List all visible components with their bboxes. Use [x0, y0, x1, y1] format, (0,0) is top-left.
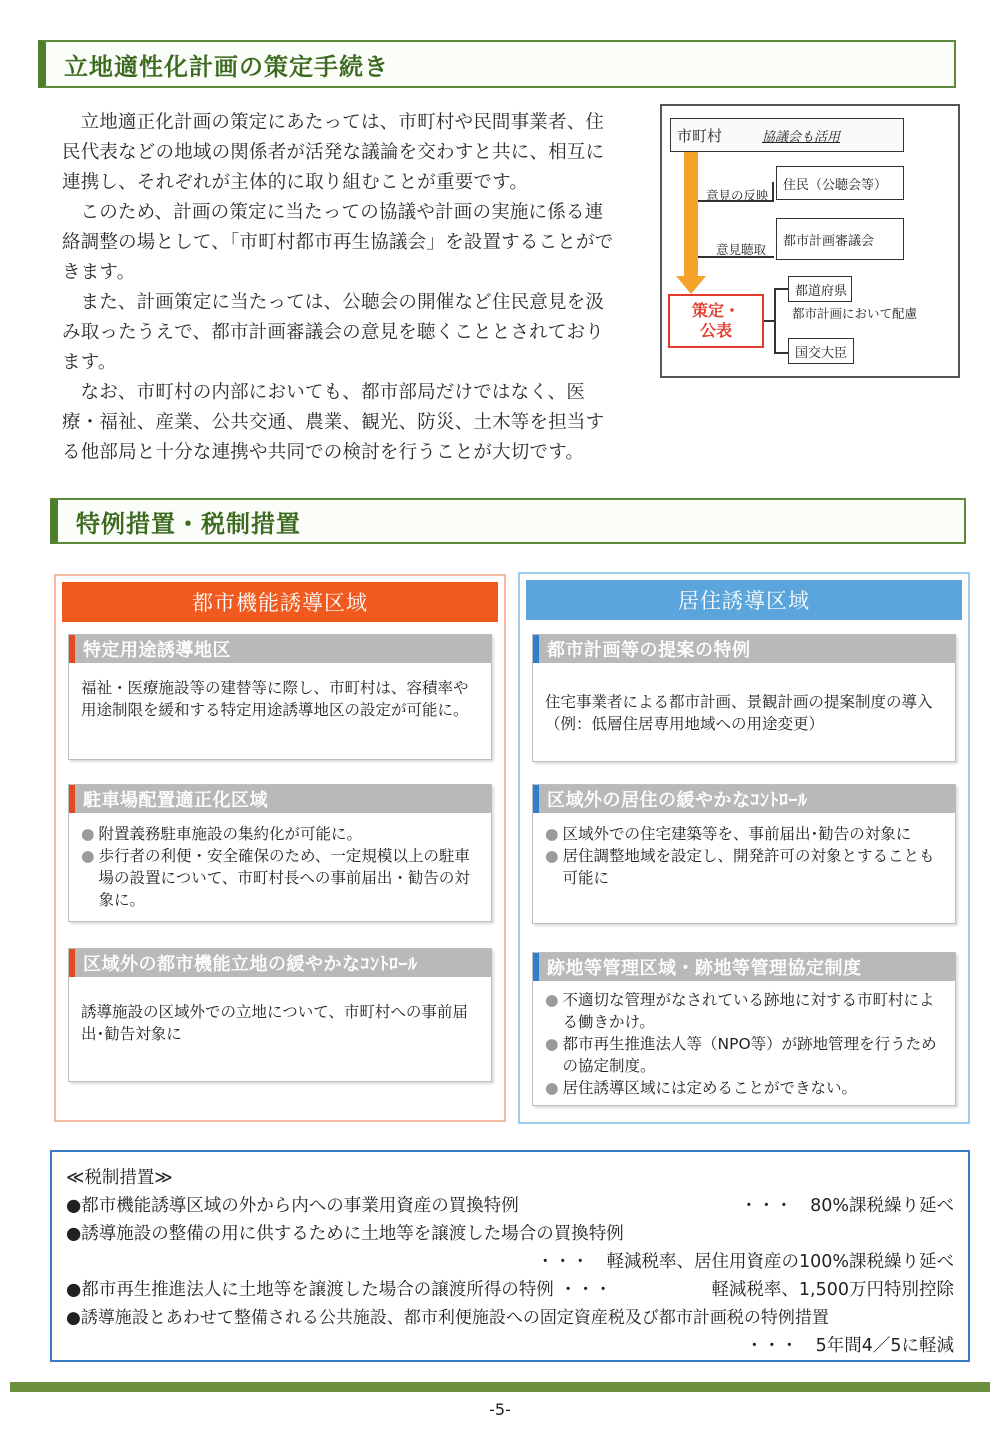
tax-item [66, 1276, 954, 1304]
info-box-heading: 跡地等管理区域・跡地等管理協定制度 [533, 953, 955, 981]
bullet-text: 都市再生推進法人等（NPO等）が跡地管理を行うための協定制度。 [562, 1035, 937, 1075]
flow-arrow-head-icon [676, 276, 706, 294]
info-box-heading: 区域外の居住の緩やかなｺﾝﾄﾛｰﾙ [533, 785, 955, 813]
tax-item [66, 1192, 954, 1220]
minister-label: 国交大臣 [795, 345, 848, 361]
residential-panel [518, 572, 970, 1124]
decide-publish-box [668, 294, 764, 348]
bullet-item: ● 居住調整地域を設定し、開発許可の対象とすることも可能に [545, 845, 943, 889]
info-box [532, 784, 956, 924]
publish-label: 公表 [699, 321, 732, 340]
tax-measures-box [50, 1150, 970, 1362]
bullet-item: ● 居住誘導区域には定めることができない。 [545, 1079, 858, 1097]
tax-item-text: ●都市再生推進法人に土地等を譲渡した場合の譲渡所得の特例 ・・・ [66, 1280, 612, 1300]
info-box-body: 住宅事業者による都市計画、景観計画の提案制度の導入（例：低層住居専用地域への用途変更） [545, 693, 933, 733]
info-box-heading: 駐車場配置適正化区域 [69, 785, 491, 813]
procedure-diagram [660, 104, 960, 378]
tax-title: ≪税制措置≫ [66, 1168, 173, 1188]
intro-paragraph: このため、計画の策定に当たっての協議や計画の実施に係る連絡調整の場として、「市町村都市再生協議会」を設置することができます。 [62, 202, 614, 283]
city-label: 市町村 [677, 126, 723, 145]
bullet-text: 附置義務駐車施設の集約化が可能に。 [98, 825, 363, 843]
bullet-text: 歩行者の利便・安全確保のため、一定規模以上の駐車場の設置について、市町村長への事前届出・勧告の対象に。 [98, 847, 470, 909]
intro-paragraph: なお、市町村の内部においても、都市部局だけではなく、医療・福祉、産業、公共交通、農業、観光、防災、土木等を担当する他部局と十分な連携や共同での検討を行うことが大切です。 [62, 382, 605, 463]
tax-item-value: ・・・ 5年間4／5に軽減 [745, 1336, 954, 1356]
info-box-heading: 都市計画等の提案の特例 [533, 635, 955, 663]
section-header-procedure [38, 40, 956, 88]
feedback-label: 意見の反映 [706, 188, 769, 203]
intro-text [62, 108, 622, 468]
bullet-text: 区域外での住宅建築等を、事前届出･勧告の対象に [562, 825, 912, 843]
bullet-item: ● 区域外での住宅建築等を、事前届出･勧告の対象に [545, 825, 912, 843]
planning-council-box [776, 218, 904, 260]
minister-box [788, 338, 854, 364]
city-box [670, 118, 904, 152]
consideration-label: 都市計画において配慮 [792, 306, 918, 321]
bullet-item: ● 歩行者の利便・安全確保のため、一定規模以上の駐車場の設置について、市町村長への事前届出・勧告の対象に。 [81, 845, 479, 911]
info-box [68, 948, 492, 1082]
section-header-special-measures [50, 498, 966, 544]
info-box [532, 952, 956, 1106]
info-box-body: 誘導施設の区域外での立地について、市町村への事前届出･勧告対象に [81, 1003, 468, 1043]
urban-function-panel [54, 574, 506, 1122]
tax-item-text: ●都市機能誘導区域の外から内への事業用資産の買換特例 [66, 1196, 519, 1216]
bullet-item: ● 附置義務駐車施設の集約化が可能に。 [81, 825, 363, 843]
bullet-text: 居住調整地域を設定し、開発許可の対象とすることも可能に [562, 847, 935, 887]
intro-paragraph: また、計画策定に当たっては、公聴会の開催など住民意見を汲み取ったうえで、都市計画審議会の意見を聴くこととされております。 [62, 292, 605, 373]
section-title: 立地適性化計画の策定手続き [64, 52, 389, 81]
bullet-item: ● 不適切な管理がなされている跡地に対する市町村による働きかけ。 [545, 989, 943, 1033]
prefecture-label: 都道府県 [795, 283, 848, 299]
tax-item-value: 軽減税率、1,500万円特別控除 [711, 1280, 954, 1300]
panel-title: 居住誘導区域 [526, 580, 962, 620]
hearing-label: 意見聴取 [716, 242, 767, 257]
panel-title: 都市機能誘導区域 [62, 582, 498, 622]
footer-bar [10, 1382, 990, 1392]
council-note: 協議会も活用 [762, 129, 841, 145]
bullet-text: 居住誘導区域には定めることができない。 [562, 1079, 858, 1097]
bullet-item: ● 都市再生推進法人等（NPO等）が跡地管理を行うための協定制度。 [545, 1033, 943, 1077]
planning-council-label: 都市計画審議会 [783, 233, 875, 249]
info-box [68, 784, 492, 922]
tax-item-value: ・・・ 80%課税繰り延べ [740, 1196, 954, 1216]
info-box [532, 634, 956, 762]
residents-label: 住民（公聴会等） [783, 177, 888, 193]
section-title: 特例措置・税制措置 [76, 509, 301, 538]
tax-item-text: ●誘導施設の整備の用に供するために土地等を譲渡した場合の買換特例 [66, 1224, 624, 1244]
tax-item-text: ●誘導施設とあわせて整備される公共施設、都市利便施設への固定資産税及び都市計画税の特例措置 [66, 1308, 829, 1328]
bullet-text: 不適切な管理がなされている跡地に対する市町村による働きかけ。 [562, 991, 935, 1031]
page-number: -5- [489, 1400, 511, 1419]
residents-box [776, 166, 904, 200]
info-box-heading: 区域外の都市機能立地の緩やかなｺﾝﾄﾛｰﾙ [69, 949, 491, 977]
flow-arrow-shaft [684, 152, 698, 278]
decide-label: 策定・ [691, 301, 740, 320]
tax-item-value: ・・・ 軽減税率、居住用資産の100%課税繰り延べ [536, 1252, 954, 1272]
intro-paragraph: 立地適正化計画の策定にあたっては、市町村や民間事業者、住民代表などの地域の関係者が活発な議論を交わすと共に、相互に連携し、それぞれが主体的に取り組むことが重要です。 [62, 112, 605, 193]
info-box [68, 634, 492, 760]
prefecture-box [788, 276, 852, 302]
info-box-heading: 特定用途誘導地区 [69, 635, 491, 663]
info-box-body: 福祉・医療施設等の建替等に際し、市町村は、容積率や用途制限を緩和する特定用途誘導地区の設定が可能に。 [81, 679, 469, 719]
